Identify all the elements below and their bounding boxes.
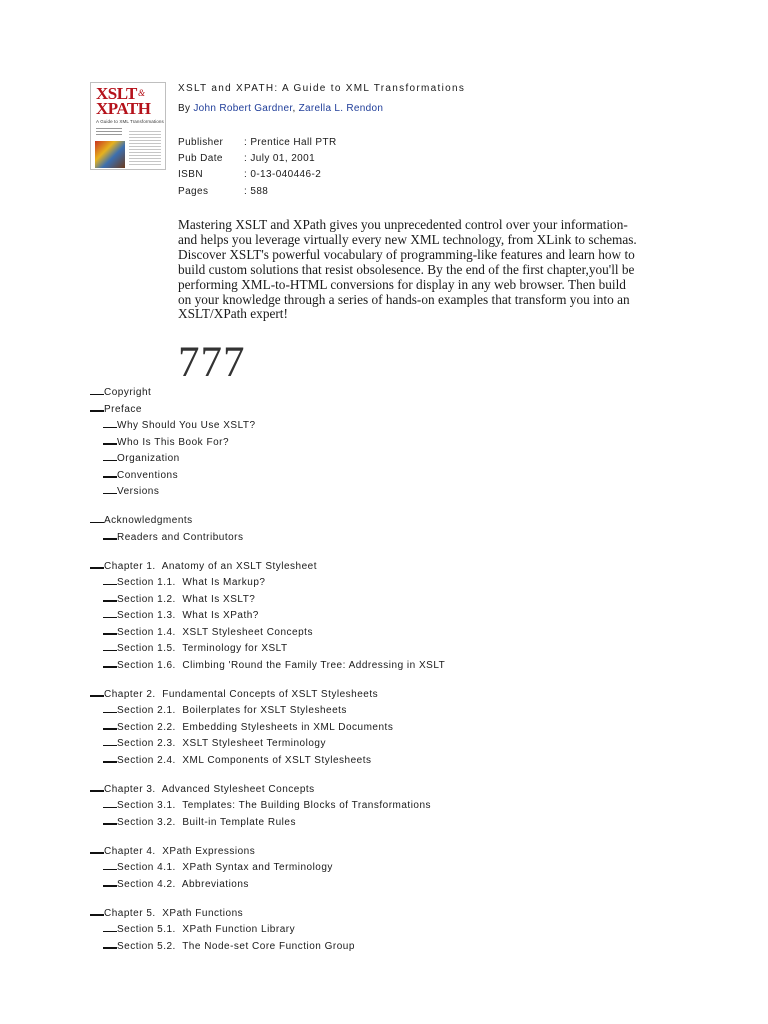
toc-chapter-link[interactable] <box>90 784 315 795</box>
tree-branch-icon <box>90 394 104 396</box>
toc-entry-label: Section 3.1. Templates: The Building Blocks of Transformations <box>117 800 432 811</box>
toc-entry-label: Section 2.3. XSLT Stylesheet Terminology <box>117 738 326 749</box>
toc-section-link[interactable] <box>103 643 288 654</box>
cover-logo-amp: & <box>138 88 146 98</box>
detail-label: Pub Date <box>178 153 223 164</box>
detail-value: : 588 <box>244 186 269 197</box>
toc-chapter-link[interactable] <box>90 404 142 415</box>
tree-branch-icon <box>103 931 117 933</box>
toc-section-link[interactable] <box>103 594 255 605</box>
toc-entry-label: Section 2.1. Boilerplates for XSLT Stylesheets <box>117 705 347 716</box>
toc-entry-label: Readers and Contributors <box>117 531 244 543</box>
toc-entry-label: Section 2.4. XML Components of XSLT Stylesheets <box>117 754 372 766</box>
by-label: By <box>178 103 191 114</box>
tree-branch-icon <box>90 695 104 697</box>
author-separator: , <box>292 103 299 114</box>
author-link-rendon[interactable]: Zarella L. Rendon <box>298 103 384 114</box>
toc-entry-label: Chapter 5. XPath Functions <box>104 907 244 919</box>
toc-section-link[interactable] <box>103 722 393 733</box>
tree-branch-icon <box>103 427 117 429</box>
toc-section-link[interactable] <box>103 738 326 749</box>
toc-section-link[interactable] <box>103 610 259 621</box>
tree-branch-icon <box>90 852 104 854</box>
toc-entry-label: Section 3.2. Built-in Template Rules <box>117 816 296 828</box>
toc-entry-label: Who Is This Book For? <box>117 436 230 448</box>
tree-branch-icon <box>103 584 117 586</box>
author-link-gardner[interactable]: John Robert Gardner <box>193 103 293 114</box>
tree-branch-icon <box>103 712 117 714</box>
toc-entry-label: Section 4.2. Abbreviations <box>117 878 249 890</box>
toc-section-link[interactable] <box>103 941 355 952</box>
tree-branch-icon <box>103 869 117 871</box>
tree-branch-icon <box>103 600 117 602</box>
tree-branch-icon <box>90 522 104 524</box>
tree-branch-icon <box>90 790 104 792</box>
tree-branch-icon <box>103 617 117 619</box>
toc-entry-label: Section 1.2. What Is XSLT? <box>117 593 256 605</box>
toc-chapter-link[interactable] <box>90 561 317 572</box>
toc-section-link[interactable] <box>103 470 178 481</box>
tree-branch-icon <box>103 460 117 462</box>
tree-branch-icon <box>103 885 117 887</box>
tree-branch-icon <box>103 476 117 478</box>
toc-entry-label: Section 1.5. Terminology for XSLT <box>117 643 288 654</box>
toc-section-link[interactable] <box>103 817 296 828</box>
toc-entry-label: Section 2.2. Embedding Stylesheets in XML Documents <box>117 721 394 733</box>
toc-section-link[interactable] <box>103 453 180 464</box>
cover-subtitle: A Guide to XML Transformations <box>96 119 164 124</box>
book-title: XSLT and XPATH: A Guide to XML Transformations <box>178 83 466 94</box>
toc-section-link[interactable] <box>103 660 445 671</box>
detail-label: ISBN <box>178 169 203 180</box>
toc-chapter-link[interactable] <box>90 515 193 526</box>
tree-branch-icon <box>103 947 117 949</box>
toc-chapter-link[interactable] <box>90 387 151 398</box>
detail-label: Pages <box>178 186 209 197</box>
toc-entry-label: Section 1.3. What Is XPath? <box>117 610 259 621</box>
tree-branch-icon <box>90 914 104 916</box>
toc-section-link[interactable] <box>103 437 229 448</box>
toc-entry-label: Section 1.4. XSLT Stylesheet Concepts <box>117 626 313 638</box>
toc-entry-label: Section 4.1. XPath Syntax and Terminology <box>117 862 333 873</box>
toc-section-link[interactable] <box>103 532 244 543</box>
tree-branch-icon <box>103 745 117 747</box>
tree-branch-icon <box>103 807 117 809</box>
tree-branch-icon <box>103 443 117 445</box>
toc-entry-label: Chapter 2. Fundamental Concepts of XSLT Stylesheets <box>104 688 379 700</box>
tree-branch-icon <box>103 633 117 635</box>
toc-entry-label: Section 1.1. What Is Markup? <box>117 577 266 588</box>
toc-section-link[interactable] <box>103 862 333 873</box>
toc-entry-label: Acknowledgments <box>104 515 193 526</box>
toc-section-link[interactable] <box>103 486 159 497</box>
tree-branch-icon <box>103 538 117 540</box>
toc-chapter-link[interactable] <box>90 908 243 919</box>
detail-value: : 0-13-040446-2 <box>244 169 322 180</box>
toc-section-link[interactable] <box>103 755 372 766</box>
toc-entry-label: Copyright <box>104 387 152 398</box>
toc-section-link[interactable] <box>103 705 347 716</box>
page-number: 777 <box>178 339 246 386</box>
tree-branch-icon <box>90 410 104 412</box>
tree-branch-icon <box>103 650 117 652</box>
toc-entry-label: Preface <box>104 403 142 415</box>
toc-entry-label: Organization <box>117 453 180 464</box>
tree-branch-icon <box>103 666 117 668</box>
toc-section-link[interactable] <box>103 879 249 890</box>
toc-section-link[interactable] <box>103 627 313 638</box>
toc-entry-label: Chapter 1. Anatomy of an XSLT Stylesheet <box>104 560 318 572</box>
toc-entry-label: Section 5.1. XPath Function Library <box>117 924 296 935</box>
book-description: Mastering XSLT and XPath gives you unprecedented control over your information-and helps you leverage virtually every new XML technology, from XLink to schemas. Discover XSLT's powerful vocabulary of programming-like features and learn how to build custom solutions that resist obsolesence. By the end of the first chapter,you'll be performing XML-to-HTML conversions for display in any web browser. Then build on your knowledge through a series of hands-on examples that transform you into an XSLT/XPath expert! <box>178 217 637 322</box>
toc-entry-label: Chapter 3. Advanced Stylesheet Concepts <box>104 783 315 795</box>
toc-chapter-link[interactable] <box>90 846 255 857</box>
tree-branch-icon <box>103 761 117 763</box>
toc-section-link[interactable] <box>103 924 295 935</box>
toc-section-link[interactable] <box>103 800 431 811</box>
toc-entry-label: Chapter 4. XPath Expressions <box>104 845 256 857</box>
tree-branch-icon <box>90 567 104 569</box>
detail-value: : July 01, 2001 <box>244 153 316 164</box>
toc-entry-label: Conventions <box>117 469 179 481</box>
toc-entry-label: Section 1.6. Climbing 'Round the Family Tree: Addressing in XSLT <box>117 659 446 671</box>
cover-logo-line1: XSLT <box>96 84 137 103</box>
tree-branch-icon <box>103 493 117 495</box>
tree-branch-icon <box>103 823 117 825</box>
toc-section-link[interactable] <box>103 420 256 431</box>
tree-branch-icon <box>103 728 117 730</box>
toc-entry-label: Versions <box>117 486 160 497</box>
toc-chapter-link[interactable] <box>90 689 378 700</box>
toc-entry-label: Why Should You Use XSLT? <box>117 420 256 431</box>
toc-section-link[interactable] <box>103 577 265 588</box>
detail-label: Publisher <box>178 137 224 148</box>
cover-logo-line2: XPATH <box>96 99 151 118</box>
toc-entry-label: Section 5.2. The Node-set Core Function Group <box>117 940 355 952</box>
detail-value: : Prentice Hall PTR <box>244 137 337 148</box>
